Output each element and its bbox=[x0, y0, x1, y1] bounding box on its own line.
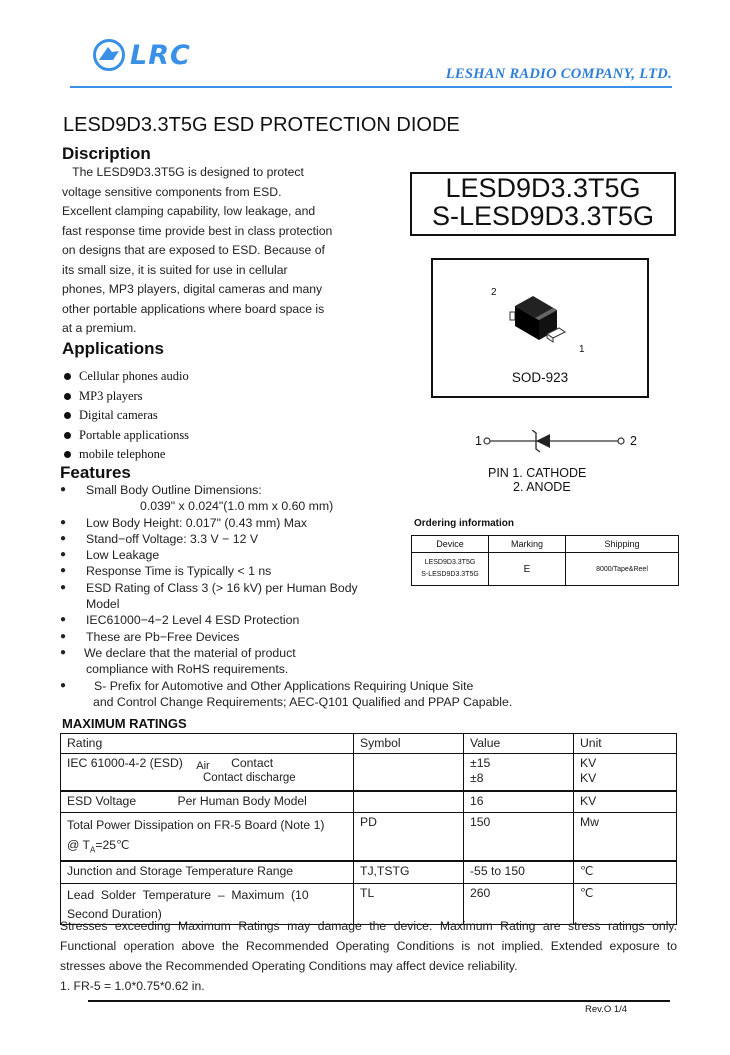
lrc-emblem-icon bbox=[92, 38, 126, 72]
condition-prefix: @ T bbox=[67, 838, 90, 852]
logo-text: LRC bbox=[130, 39, 191, 71]
stress-note: Stresses exceeding Maximum Ratings may damage the device. Maximum Rating are stress ratings only. Functional operation above the Recommended Operating Conditions is not implied. Extended exposure to stresses above the Recommended Operating Conditions may affect device reliability. bbox=[60, 919, 677, 973]
header-cell: Rating bbox=[61, 734, 354, 754]
applications-list bbox=[64, 367, 189, 465]
part-number: LESD9D3.3T5G bbox=[445, 173, 641, 203]
condition-suffix: =25℃ bbox=[95, 838, 130, 852]
header-cell: Marking bbox=[489, 536, 566, 553]
value-cell: 260 bbox=[464, 883, 574, 924]
list-item bbox=[60, 612, 560, 628]
symbol-cell bbox=[354, 754, 464, 791]
rating-text: Lead Solder Temperature – Maximum (10 bbox=[67, 887, 309, 902]
package-label: SOD-923 bbox=[511, 370, 569, 385]
ordering-table bbox=[411, 535, 679, 586]
app-label: Portable applicationss bbox=[79, 427, 190, 442]
feature-continuation: and Control Change Requirements; AEC-Q101 Qualified and PPAP Capable. bbox=[93, 694, 513, 709]
rating-cell: Junction and Storage Temperature Range bbox=[61, 861, 354, 883]
sod923-package-icon bbox=[507, 294, 573, 350]
part-number: S-LESD9D3.3T5G bbox=[431, 201, 655, 231]
list-item bbox=[60, 645, 560, 661]
diode-schematic bbox=[470, 430, 640, 470]
condition-subscript: A bbox=[89, 845, 96, 855]
symbol-cell: TL bbox=[354, 883, 464, 924]
list-item bbox=[60, 678, 560, 694]
revision-page: Rev.O 1/4 bbox=[585, 1004, 628, 1015]
table-row bbox=[412, 553, 679, 586]
bullet-icon: ● bbox=[60, 532, 67, 544]
desc-line: on designs that are exposed to ESD. Because of bbox=[62, 243, 325, 257]
rating-air: Air bbox=[196, 760, 210, 772]
feature-text: ESD Rating of Class 3 (> 16 kV) per Human Body bbox=[86, 580, 358, 595]
rating-text: Total Power Dissipation on FR-5 Board (Note 1) bbox=[67, 818, 325, 832]
table-header-row bbox=[412, 536, 679, 553]
desc-line: at a premium. bbox=[62, 321, 137, 335]
feature-text: Response Time is Typically < 1 ns bbox=[86, 564, 272, 579]
app-label: mobile telephone bbox=[79, 447, 166, 462]
max-ratings-table bbox=[60, 733, 677, 925]
desc-line: its small size, it is suited for use in cellular bbox=[62, 262, 288, 277]
applications-heading: Applications bbox=[62, 339, 165, 358]
description-heading: Discription bbox=[62, 144, 151, 163]
feature-continuation: compliance with RoHS requirements. bbox=[86, 662, 289, 677]
feature-text: Stand−off Voltage: 3.3 V − 12 V bbox=[86, 531, 259, 546]
bullet-icon bbox=[64, 451, 71, 458]
rating-text: IEC 61000-4-2 (ESD) bbox=[67, 756, 183, 770]
notes bbox=[60, 916, 677, 996]
rating-cell bbox=[61, 813, 354, 862]
symbol-cell: PD bbox=[354, 813, 464, 862]
list-item bbox=[60, 629, 560, 645]
marking-cell: E bbox=[489, 553, 566, 586]
feature-text: Low Leakage bbox=[86, 548, 160, 563]
list-item bbox=[64, 387, 189, 407]
value-cell: 16 bbox=[464, 791, 574, 813]
list-item bbox=[64, 367, 189, 387]
bullet-icon: ● bbox=[60, 581, 67, 593]
max-ratings-heading: MAXIMUM RATINGS bbox=[62, 716, 187, 731]
value-text: ±8 bbox=[470, 771, 484, 785]
pin-label: 1 bbox=[579, 344, 585, 355]
bullet-icon bbox=[64, 432, 71, 439]
bullet-icon: ● bbox=[60, 679, 67, 691]
rating-cell bbox=[61, 754, 354, 791]
table-row bbox=[61, 791, 677, 813]
features-list bbox=[60, 482, 560, 710]
document-title: LESD9D3.3T5G ESD PROTECTION DIODE bbox=[63, 114, 460, 136]
part-number-box bbox=[410, 172, 676, 236]
unit-cell: ℃ bbox=[574, 883, 677, 924]
table-row bbox=[61, 813, 677, 862]
pin-description bbox=[488, 466, 586, 494]
value-cell bbox=[464, 754, 574, 791]
feature-subtext: 0.039" x 0.024"(1.0 mm x 0.60 mm) bbox=[140, 499, 334, 514]
zener-diode-icon bbox=[482, 430, 628, 462]
pin-desc-line: 2. ANODE bbox=[513, 480, 571, 494]
list-item bbox=[64, 445, 189, 465]
bullet-icon: ● bbox=[60, 630, 67, 642]
unit-text: KV bbox=[580, 756, 597, 770]
list-item bbox=[64, 426, 189, 446]
rating-subtext: Per Human Body Model bbox=[177, 793, 307, 808]
device-name: LESD9D3.3T5G bbox=[424, 559, 476, 566]
rating-text-continued: Second Duration) bbox=[67, 906, 162, 921]
rating-contact: Contact bbox=[231, 756, 274, 770]
bullet-icon: ● bbox=[60, 565, 67, 577]
unit-cell: Mw bbox=[574, 813, 677, 862]
bullet-icon: ● bbox=[60, 484, 67, 495]
symbol-cell: TJ,TSTG bbox=[354, 861, 464, 883]
features-heading: Features bbox=[60, 463, 131, 482]
desc-line: The LESD9D3.3T5G is designed to protect bbox=[62, 165, 304, 179]
rating-text: ESD Voltage bbox=[67, 793, 137, 808]
feature-text: S- Prefix for Automotive and Other Applications Requiring Unique Site bbox=[94, 678, 474, 693]
value-cell: 150 bbox=[464, 813, 574, 862]
bullet-icon: ● bbox=[60, 549, 67, 561]
table-header-row bbox=[61, 734, 677, 754]
unit-text: KV bbox=[580, 771, 597, 785]
bullet-icon bbox=[64, 393, 71, 400]
app-label: Digital cameras bbox=[79, 408, 158, 423]
rating-contact-discharge: Contact discharge bbox=[203, 772, 296, 784]
list-item bbox=[64, 406, 189, 426]
header-cell: Device bbox=[412, 536, 489, 553]
device-cell bbox=[412, 553, 489, 586]
lrc-logo bbox=[92, 38, 191, 72]
header-divider bbox=[70, 86, 672, 88]
feature-continuation: Model bbox=[86, 597, 120, 612]
unit-cell: KV bbox=[574, 791, 677, 813]
header-cell: Shipping bbox=[566, 536, 679, 553]
feature-text: IEC61000−4−2 Level 4 ESD Protection bbox=[86, 613, 300, 628]
rating-cell bbox=[61, 791, 354, 813]
symbol-cell bbox=[354, 791, 464, 813]
desc-line: fast response time provide best in class protection bbox=[62, 223, 333, 238]
bullet-icon: ● bbox=[60, 646, 67, 658]
bullet-icon: ● bbox=[60, 516, 67, 528]
header-cell: Symbol bbox=[354, 734, 464, 754]
device-name: S-LESD9D3.3T5G bbox=[421, 571, 479, 578]
footer-divider bbox=[88, 1000, 670, 1002]
app-label: Cellular phones audio bbox=[79, 369, 189, 384]
shipping-cell: 8000/Tape&Reel bbox=[566, 553, 679, 586]
value-text: ±15 bbox=[470, 756, 491, 770]
desc-line: other portable applications where board space is bbox=[62, 301, 325, 316]
value-cell: -55 to 150 bbox=[464, 861, 574, 883]
header-cell: Value bbox=[464, 734, 574, 754]
pin-label: 2 bbox=[491, 287, 497, 298]
pin-label: 2 bbox=[630, 434, 637, 448]
table-row bbox=[61, 754, 677, 791]
desc-line: phones, MP3 players, digital cameras and many bbox=[62, 282, 323, 296]
feature-text: We declare that the material of product bbox=[84, 645, 296, 660]
desc-line: Excellent clamping capability, low leakage, and bbox=[62, 204, 316, 218]
feature-text: Low Body Height: 0.017" (0.43 mm) Max bbox=[86, 515, 308, 530]
bullet-icon bbox=[64, 373, 71, 380]
pin-label: 1 bbox=[475, 434, 482, 448]
ordering-title: Ordering information bbox=[414, 518, 514, 529]
pin-desc-line: PIN 1. CATHODE bbox=[488, 466, 587, 480]
company-name: LESHAN RADIO COMPANY, LTD. bbox=[445, 66, 672, 82]
desc-line: voltage sensitive components from ESD. bbox=[62, 184, 282, 199]
bullet-icon: ● bbox=[60, 614, 67, 626]
rating-condition bbox=[67, 835, 347, 860]
unit-cell bbox=[574, 754, 677, 791]
feature-text: These are Pb−Free Devices bbox=[86, 629, 240, 644]
feature-text: Small Body Outline Dimensions: bbox=[86, 483, 262, 497]
app-label: MP3 players bbox=[79, 388, 143, 403]
unit-cell: ℃ bbox=[574, 861, 677, 883]
footnote-1: 1. FR-5 = 1.0*0.75*0.62 in. bbox=[60, 979, 205, 993]
list-item bbox=[60, 482, 560, 498]
package-drawing bbox=[431, 258, 649, 398]
table-row bbox=[61, 861, 677, 883]
bullet-icon bbox=[64, 412, 71, 419]
description-text bbox=[62, 163, 362, 339]
header-cell: Unit bbox=[574, 734, 677, 754]
